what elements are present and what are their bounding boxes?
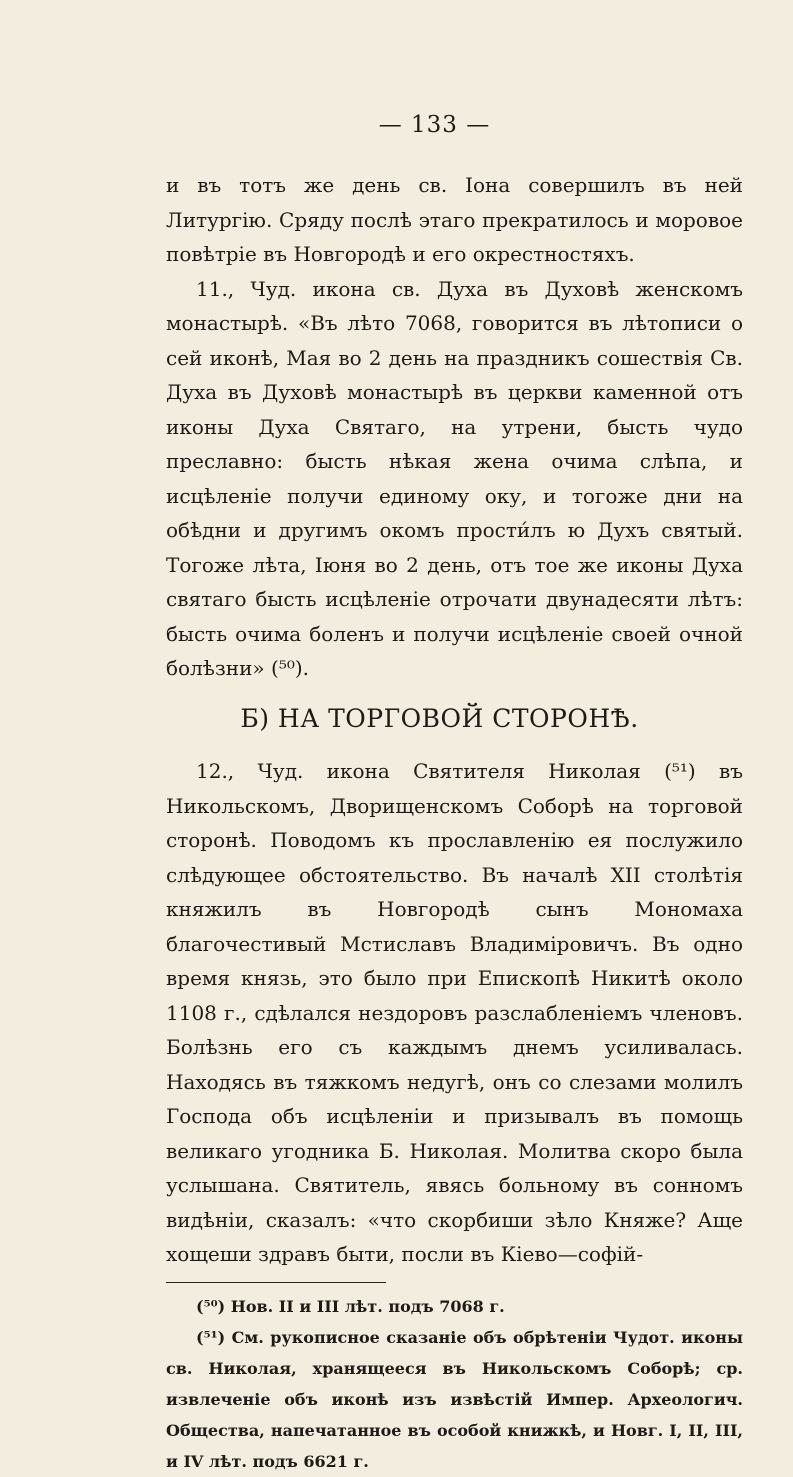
footnote-50: (⁵⁰) Нов. II и III лѣт. подъ 7068 г. xyxy=(196,1296,505,1316)
section-heading: Б) НА ТОРГОВОЙ СТОРОНѢ. xyxy=(240,703,639,733)
footnotes xyxy=(166,1291,743,1477)
paragraph-continuation: и въ тотъ же день св. Іона совершилъ въ ней Литургію. Сряду послѣ этаго прекратилось и моровое повѣтріе въ Новгородѣ и его окрестностяхъ. xyxy=(166,173,743,266)
main-text xyxy=(166,168,743,1272)
page-number: — 133 — xyxy=(378,112,491,138)
footnote-51: (⁵¹) См. рукописное сказаніе объ обрѣтеніи Чудот. иконы св. Николая, хранящееся въ Никольскомъ Соборѣ; ср. извлеченіе объ иконѣ изъ извѣстій Импер. Археологич. Общества, напечатанное въ особой книжкѣ, и Новг. I, II, III, и IV лѣт. подъ 6621 г. xyxy=(166,1327,743,1471)
paragraph-item-12: 12., Чуд. икона Святителя Николая (⁵¹) въ Никольскомъ, Дворищенскомъ Соборѣ на торговой сторонѣ. Поводомъ къ прославленію ея послужило слѣдующее обстоятельство. Въ началѣ XII столѣтія княжилъ въ Новгородѣ сынъ Мономаха благочестивый Мстиславъ Владиміровичъ. Въ одно время князь, это было при Епископѣ Никитѣ около 1108 г., сдѣлался нездоровъ разслабленіемъ членовъ. Болѣзнь его съ каждымъ днемъ усиливалась. Находясь въ тяжкомъ недугѣ, онъ со слезами молилъ Господа объ исцѣленіи и призывалъ въ помощь великаго угодника Б. Николая. Молитва скоро была услышана. Святитель, явясь больному въ сонномъ видѣніи, сказалъ: «что скорбиши зѣло Княже? Аще хощеши здравъ быти, посли въ Кіево—софій- xyxy=(166,759,743,1266)
paragraph-item-11: 11., Чуд. икона св. Духа въ Духовѣ женскомъ монастырѣ. «Въ лѣто 7068, говорится въ лѣтописи о сей иконѣ, Мая во 2 день на праздникъ сошествія Св. Духа въ Духовѣ монастырѣ въ церкви каменной отъ иконы Духа Святаго, на утрени, бысть чудо преславно: бысть нѣкая жена очима слѣпа, и исцѣленіе получи единому оку, и тогоже дни на обѣдни и другимъ окомъ прости́лъ ю Духъ святый. Тогоже лѣта, Іюня во 2 день, отъ тое же иконы Духа святаго бысть исцѣленіе отрочати двунадесяти лѣтъ: бысть очима боленъ и получи исцѣленіе своей очной болѣзни» (⁵⁰). xyxy=(166,276,743,680)
footnote-divider xyxy=(166,1282,386,1283)
